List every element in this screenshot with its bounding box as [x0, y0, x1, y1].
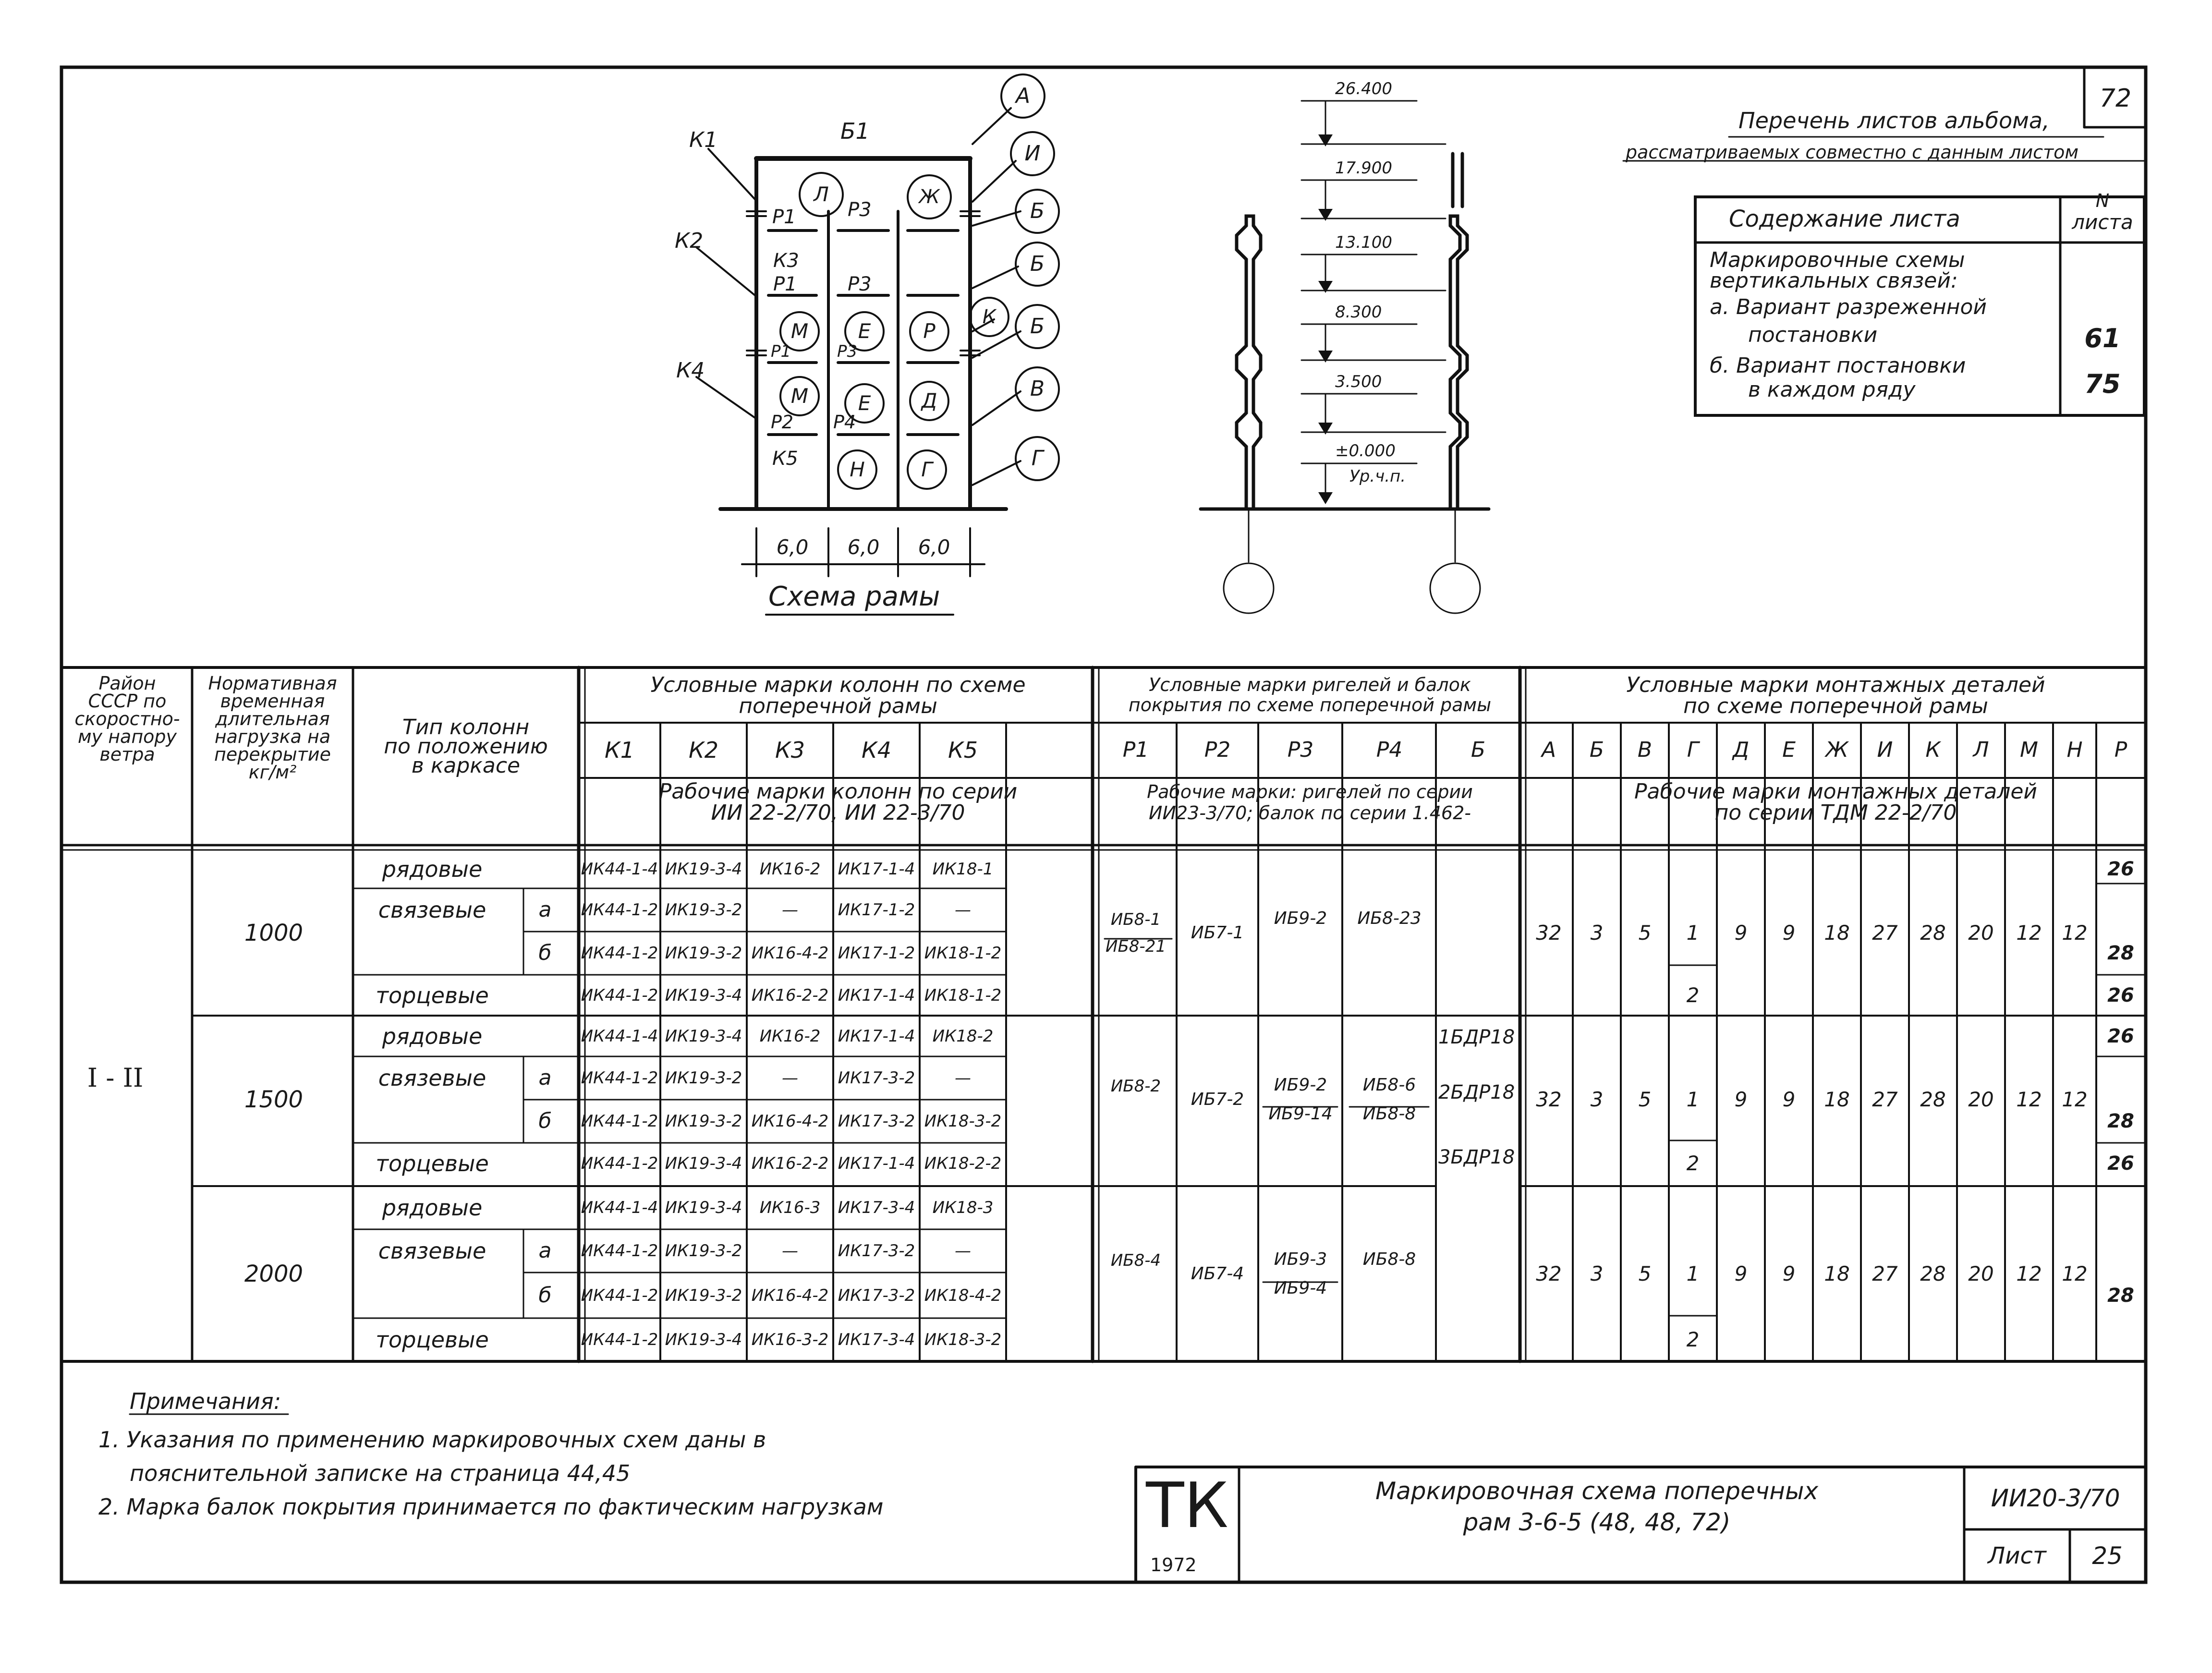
label-b1: Б1 — [840, 118, 870, 144]
col-mark-1-0-3: ИК17-1-4 — [838, 1026, 915, 1046]
col-mark-2-2-4: ИК18-4-2 — [924, 1285, 1002, 1305]
circle-inner-3: Е — [858, 319, 871, 343]
header-det-mark-3: Г — [1687, 738, 1699, 762]
header-rig-work-l0: Рабочие марки: ригелей по серии — [1147, 781, 1473, 802]
det-r-1-2: 28 — [2107, 1110, 2134, 1132]
row-sub-0-1: а — [538, 897, 552, 922]
label-p3c: Р3 — [837, 342, 858, 361]
header-det-work — [1527, 781, 2144, 824]
col-mark-0-1-0: ИК44-1-2 — [581, 900, 658, 920]
row-sub-0-2: б — [538, 941, 552, 965]
header-region-l0: Район — [98, 673, 156, 694]
header-col-mark-1: К2 — [689, 737, 718, 763]
header-det-mark-5: Е — [1782, 738, 1796, 762]
det-0-4: 9 — [1734, 921, 1748, 945]
col-mark-1-1-1: ИК19-3-2 — [665, 1068, 742, 1088]
col-mark-1-1-0: ИК44-1-2 — [581, 1068, 658, 1088]
col-mark-2-2-0: ИК44-1-2 — [581, 1285, 658, 1305]
label-p3a: Р3 — [848, 199, 872, 221]
header-load-l2: длительная — [215, 708, 330, 729]
det-2-8: 28 — [1920, 1261, 1946, 1285]
header-rig-mark-3: Р4 — [1376, 738, 1403, 762]
header-col-mark-3: К4 — [862, 737, 891, 763]
level-5: ±0.000 — [1335, 441, 1396, 461]
rig-p4-top-1: ИБ8-6 — [1362, 1075, 1416, 1095]
det-r-1-0: 26 — [2107, 1025, 2134, 1047]
circle-outer-3: Б — [1030, 252, 1045, 276]
stamp-series: ИИ20-3/70 — [1991, 1484, 2120, 1512]
header-det-mark-10: М — [2020, 738, 2038, 762]
header-det-mark-4: Д — [1732, 738, 1750, 762]
col-mark-2-3-1: ИК19-3-4 — [665, 1330, 742, 1349]
rig-p1-bot-0: ИБ8-21 — [1106, 936, 1166, 956]
notes-title: Примечания: — [130, 1388, 281, 1414]
stamp-year: 1972 — [1150, 1554, 1197, 1576]
det-2-1: 3 — [1590, 1261, 1604, 1285]
col-mark-2-0-4: ИК18-3 — [932, 1198, 994, 1217]
rig-p1-top-1: ИБ8-2 — [1110, 1077, 1161, 1096]
load-2: 2000 — [244, 1260, 304, 1287]
det-2-9: 20 — [1968, 1261, 1994, 1285]
col-mark-1-3-2: ИК16-2-2 — [751, 1153, 829, 1173]
circle-outer-0: А — [1015, 84, 1031, 108]
header-load-l5: кг/м² — [248, 762, 297, 783]
det-r-0-0: 26 — [2107, 858, 2134, 880]
col-mark-2-3-0: ИК44-1-2 — [581, 1330, 658, 1349]
rig-p3-top-2: ИБ9-3 — [1274, 1249, 1327, 1269]
col-mark-2-1-4: — — [955, 1241, 971, 1261]
col-mark-2-3-2: ИК16-3-2 — [751, 1330, 829, 1349]
span-3: 6,0 — [918, 535, 950, 559]
label-k2: К2 — [675, 229, 704, 253]
row-type-1-1: связевые — [378, 1065, 486, 1091]
circle-outer-1: И — [1024, 141, 1041, 166]
circle-inner-4: Р — [923, 319, 936, 343]
col-mark-2-0-3: ИК17-3-4 — [838, 1198, 915, 1217]
circle-outer-4: К — [982, 306, 997, 328]
album-body-2: вертикальных связей: — [1710, 268, 1958, 293]
col-mark-2-2-1: ИК19-3-2 — [665, 1285, 742, 1305]
row-sub-1-1: а — [538, 1066, 552, 1090]
col-mark-0-0-4: ИК18-1 — [932, 860, 994, 879]
col-mark-1-3-0: ИК44-1-2 — [581, 1153, 658, 1173]
det-r-0-3: 26 — [2107, 984, 2134, 1006]
stamp-sheet-label: Лист — [1988, 1542, 2046, 1569]
col-mark-1-1-2: — — [782, 1068, 798, 1088]
row-type-0-0: рядовые — [382, 856, 483, 882]
level-6: Ур.ч.п. — [1349, 467, 1406, 486]
load-0: 1000 — [244, 919, 304, 946]
det-0-0: 32 — [1536, 921, 1562, 945]
det-1-7: 27 — [1872, 1088, 1898, 1111]
col-mark-0-3-2: ИК16-2-2 — [751, 985, 829, 1005]
col-mark-2-0-1: ИК19-3-4 — [665, 1198, 742, 1217]
col-mark-0-0-2: ИК16-2 — [759, 860, 821, 879]
col-mark-2-1-3: ИК17-3-2 — [838, 1241, 915, 1261]
header-rig-cond — [1100, 675, 1520, 715]
circle-outer-5: Б — [1030, 314, 1045, 339]
det-1-4: 9 — [1734, 1088, 1748, 1111]
header-type-l1: по положению — [384, 734, 548, 759]
album-item-a-2: постановки — [1748, 323, 1878, 347]
stamp-title-1: Маркировочная схема поперечных — [1375, 1477, 1819, 1505]
rig-p3-bot-1: ИБ9-14 — [1268, 1104, 1333, 1124]
header-load-l3: нагрузка на — [214, 726, 331, 747]
album-num-b: 75 — [2084, 369, 2121, 399]
det-1-10: 12 — [2016, 1088, 2042, 1111]
col-mark-0-0-3: ИК17-1-4 — [838, 860, 915, 879]
stamp-org: ТК — [1146, 1469, 1228, 1542]
col-mark-1-0-4: ИК18-2 — [932, 1026, 994, 1046]
det-0-5: 9 — [1782, 921, 1796, 945]
rig-p4-top-2: ИБ8-8 — [1362, 1249, 1416, 1269]
level-1: 17.900 — [1335, 158, 1392, 178]
row-type-0-1: связевые — [378, 897, 486, 923]
det-1-1: 3 — [1590, 1088, 1604, 1111]
col-mark-1-3-4: ИК18-2-2 — [924, 1153, 1002, 1173]
level-0: 26.400 — [1335, 79, 1392, 98]
det-2-6: 18 — [1824, 1261, 1850, 1285]
col-mark-2-2-2: ИК16-4-2 — [751, 1285, 829, 1305]
rig-p3-top-0: ИБ9-2 — [1274, 908, 1327, 928]
det-0-1: 3 — [1590, 921, 1604, 945]
beam-2: 3БДР18 — [1438, 1146, 1515, 1168]
header-det-mark-11: Н — [2066, 738, 2083, 762]
album-item-a-1: а. Вариант разреженной — [1710, 295, 1987, 319]
det-1-8: 28 — [1920, 1088, 1946, 1111]
det-0-9: 20 — [1968, 921, 1994, 945]
header-type-l2: в каркасе — [411, 753, 521, 778]
col-mark-2-3-3: ИК17-3-4 — [838, 1330, 915, 1349]
col-mark-0-1-1: ИК19-3-2 — [665, 900, 742, 920]
col-mark-0-2-4: ИК18-1-2 — [924, 944, 1002, 963]
header-rig-work-l1: ИИ23-3/70; балок по серии 1.462- — [1149, 802, 1471, 824]
det-1-11: 12 — [2062, 1088, 2088, 1111]
col-mark-1-2-1: ИК19-3-2 — [665, 1112, 742, 1131]
det-1-3: 1 — [1686, 1088, 1700, 1111]
row-type-2-0: рядовые — [382, 1195, 483, 1221]
album-col-num-b: листа — [2072, 210, 2133, 234]
col-mark-0-0-1: ИК19-3-4 — [665, 860, 742, 879]
header-region-l4: ветра — [99, 744, 155, 765]
col-mark-1-0-2: ИК16-2 — [759, 1026, 821, 1046]
header-col-cond-l0: Условные марки колонн по схеме — [650, 673, 1026, 697]
header-col-cond — [586, 675, 1090, 717]
header-rig-cond-l1: покрытия по схеме поперечной рамы — [1128, 694, 1492, 715]
span-2: 6,0 — [847, 535, 880, 559]
col-mark-0-2-0: ИК44-1-2 — [581, 944, 658, 963]
det-2-0: 32 — [1536, 1261, 1562, 1285]
header-det-cond-l0: Условные марки монтажных деталей — [1626, 673, 2045, 697]
stamp-title-2: рам 3-6-5 (48, 48, 72) — [1463, 1508, 1731, 1536]
header-det-mark-9: Л — [1973, 738, 1989, 762]
det-r-0-2: 28 — [2107, 942, 2134, 964]
header-det-cond — [1527, 675, 2144, 717]
col-mark-2-0-0: ИК44-1-4 — [581, 1198, 658, 1217]
det-2-7: 27 — [1872, 1261, 1898, 1285]
col-mark-0-3-3: ИК17-1-4 — [838, 985, 915, 1005]
label-p3b: Р3 — [848, 273, 872, 295]
header-det-mark-2: В — [1637, 738, 1653, 762]
col-mark-0-1-3: ИК17-1-2 — [838, 900, 915, 920]
col-mark-1-2-3: ИК17-3-2 — [838, 1112, 915, 1131]
note-1b: пояснительной записке на страница 44,45 — [130, 1460, 631, 1486]
det-r-1-3: 26 — [2107, 1152, 2134, 1175]
album-list-subtitle: рассматриваемых совместно с данным листом — [1626, 142, 2079, 163]
col-mark-1-1-4: — — [955, 1068, 971, 1088]
det-0-7: 27 — [1872, 921, 1898, 945]
col-mark-1-2-2: ИК16-4-2 — [751, 1112, 829, 1131]
det-0-2: 5 — [1638, 921, 1652, 945]
col-mark-2-3-4: ИК18-3-2 — [924, 1330, 1002, 1349]
col-mark-0-3-4: ИК18-1-2 — [924, 985, 1002, 1005]
stamp-sheet-no: 25 — [2092, 1542, 2123, 1570]
col-mark-2-1-0: ИК44-1-2 — [581, 1241, 658, 1261]
row-type-2-3: торцевые — [376, 1327, 489, 1353]
span-1: 6,0 — [776, 535, 809, 559]
frame-scheme-caption: Схема рамы — [768, 581, 940, 612]
region-value: I - II — [87, 1063, 144, 1093]
row-type-0-3: торцевые — [376, 982, 489, 1008]
circle-inner-2: М — [790, 319, 809, 343]
det-0-11: 12 — [2062, 921, 2088, 945]
row-type-1-0: рядовые — [382, 1023, 483, 1049]
col-mark-1-2-0: ИК44-1-2 — [581, 1112, 658, 1131]
header-col-work-l1: ИИ 22-2/70, ИИ 22-3/70 — [711, 800, 965, 825]
col-mark-1-3-3: ИК17-1-4 — [838, 1153, 915, 1173]
album-item-b-1: б. Вариант постановки — [1710, 353, 1966, 378]
det-2-3: 1 — [1686, 1261, 1700, 1285]
header-col-cond-l1: поперечной рамы — [739, 694, 937, 718]
col-mark-0-3-0: ИК44-1-2 — [581, 985, 658, 1005]
det-0-10: 12 — [2016, 921, 2042, 945]
rig-p2-2: ИБ7-4 — [1191, 1263, 1244, 1284]
col-mark-0-2-2: ИК16-4-2 — [751, 944, 829, 963]
circle-inner-6: Е — [858, 391, 871, 415]
det-1-5: 9 — [1782, 1088, 1796, 1111]
circle-inner-5: М — [790, 384, 809, 408]
rig-p2-0: ИБ7-1 — [1191, 922, 1244, 943]
col-mark-0-3-1: ИК19-3-4 — [665, 985, 742, 1005]
circle-inner-1: Ж — [919, 186, 940, 208]
album-col-content: Содержание листа — [1729, 206, 1960, 232]
rig-p4-bot-1: ИБ8-8 — [1362, 1104, 1416, 1124]
circle-outer-7: Г — [1031, 446, 1044, 471]
row-type-2-1: связевые — [378, 1238, 486, 1264]
col-mark-0-0-0: ИК44-1-4 — [581, 860, 658, 879]
note-1a: 1. Указания по применению маркировочных схем даны в — [98, 1427, 766, 1453]
det-1-9: 20 — [1968, 1088, 1994, 1111]
det-0-3: 1 — [1686, 921, 1700, 945]
col-mark-1-0-0: ИК44-1-4 — [581, 1026, 658, 1046]
circle-inner-0: Л — [814, 182, 829, 206]
row-sub-2-1: а — [538, 1238, 552, 1263]
header-det-mark-12: Р — [2114, 738, 2127, 762]
col-mark-1-3-1: ИК19-3-4 — [665, 1153, 742, 1173]
row-sub-1-2: б — [538, 1109, 552, 1133]
row-type-1-3: торцевые — [376, 1150, 489, 1176]
load-1: 1500 — [244, 1086, 304, 1113]
header-type-l0: Тип колонн — [402, 715, 530, 740]
label-p2: Р2 — [771, 412, 794, 433]
col-mark-0-1-2: — — [782, 900, 798, 920]
col-mark-2-1-2: — — [782, 1241, 798, 1261]
header-region-l1: СССР по — [88, 691, 167, 712]
header-det-work-l1: по серии ТДМ 22-2/70 — [1714, 800, 1957, 825]
rig-p3-top-1: ИБ9-2 — [1274, 1075, 1327, 1095]
header-rig-mark-1: Р2 — [1204, 738, 1231, 762]
det-0-8: 28 — [1920, 921, 1946, 945]
album-body-1: Маркировочные схемы — [1710, 248, 1965, 272]
album-num-a: 61 — [2084, 323, 2121, 353]
header-rig-mark-2: Р3 — [1287, 738, 1314, 762]
circle-inner-9: Г — [921, 458, 933, 481]
header-type — [355, 715, 576, 778]
header-rig-mark-4: Б — [1471, 738, 1486, 762]
rig-p2-1: ИБ7-2 — [1191, 1090, 1244, 1109]
header-region — [67, 675, 187, 764]
col-mark-0-2-1: ИК19-3-2 — [665, 944, 742, 963]
label-k5: К5 — [772, 448, 798, 470]
header-col-mark-0: К1 — [605, 737, 634, 763]
row-sub-2-2: б — [538, 1283, 552, 1308]
col-mark-2-0-2: ИК16-3 — [759, 1198, 821, 1217]
header-load-l4: перекрытие — [214, 744, 331, 765]
rig-p1-top-0: ИБ8-1 — [1110, 909, 1161, 929]
header-det-work-l0: Рабочие марки монтажных деталей — [1634, 779, 2037, 804]
col-mark-2-1-1: ИК19-3-2 — [665, 1241, 742, 1261]
circle-outer-2: Б — [1030, 199, 1045, 223]
circle-inner-7: Д — [921, 389, 937, 412]
header-det-mark-7: И — [1877, 738, 1893, 762]
col-mark-1-2-4: ИК18-3-2 — [924, 1112, 1002, 1131]
header-region-l2: скоростно- — [74, 708, 180, 729]
header-col-work-l0: Рабочие марки колонн по серии — [658, 779, 1018, 804]
header-col-work — [586, 781, 1090, 824]
header-load-l1: временная — [220, 691, 325, 712]
circle-inner-8: Н — [850, 458, 865, 481]
col-mark-0-1-4: — — [955, 900, 971, 920]
det-g2-0: 2 — [1686, 983, 1700, 1007]
det-g2-2: 2 — [1686, 1328, 1700, 1351]
det-1-0: 32 — [1536, 1088, 1562, 1111]
note-2: 2. Марка балок покрытия принимается по фактическим нагрузкам — [98, 1494, 884, 1520]
label-p1c: Р1 — [771, 342, 791, 361]
level-2: 13.100 — [1335, 233, 1392, 252]
det-r-2-2: 28 — [2107, 1284, 2134, 1307]
header-det-mark-0: А — [1541, 738, 1556, 762]
header-det-mark-8: К — [1925, 738, 1941, 762]
level-4: 3.500 — [1335, 372, 1382, 391]
header-det-mark-6: Ж — [1825, 738, 1848, 762]
label-p1b: Р1 — [773, 273, 797, 295]
det-2-4: 9 — [1734, 1261, 1748, 1285]
header-load — [194, 675, 351, 781]
header-col-mark-4: К5 — [948, 737, 978, 763]
det-2-10: 12 — [2016, 1261, 2042, 1285]
det-0-6: 18 — [1824, 921, 1850, 945]
det-1-6: 18 — [1824, 1088, 1850, 1111]
header-rig-work — [1100, 781, 1520, 824]
label-k1: К1 — [689, 128, 718, 152]
label-k4: К4 — [676, 358, 705, 383]
label-k3: К3 — [773, 250, 799, 272]
det-1-2: 5 — [1638, 1088, 1652, 1111]
label-p1a: Р1 — [772, 206, 796, 228]
det-g2-1: 2 — [1686, 1151, 1700, 1175]
det-2-11: 12 — [2062, 1261, 2088, 1285]
col-mark-2-2-3: ИК17-3-2 — [838, 1285, 915, 1305]
col-mark-1-0-1: ИК19-3-4 — [665, 1026, 742, 1046]
header-rig-cond-l0: Условные марки ригелей и балок — [1149, 674, 1471, 695]
sheet-corner-number: 72 — [2099, 84, 2132, 113]
header-load-l0: Нормативная — [208, 673, 337, 694]
rig-p1-top-2: ИБ8-4 — [1110, 1250, 1161, 1270]
header-rig-mark-0: Р1 — [1122, 738, 1149, 762]
col-mark-0-2-3: ИК17-1-2 — [838, 944, 915, 963]
det-2-5: 9 — [1782, 1261, 1796, 1285]
header-region-l3: му напору — [77, 726, 177, 747]
col-mark-1-1-3: ИК17-3-2 — [838, 1068, 915, 1088]
header-det-mark-1: Б — [1589, 738, 1604, 762]
beam-0: 1БДР18 — [1438, 1026, 1515, 1048]
header-det-cond-l1: по схеме поперечной рамы — [1683, 694, 1988, 718]
level-3: 8.300 — [1335, 303, 1382, 322]
det-2-2: 5 — [1638, 1261, 1652, 1285]
album-col-num-a: N — [2095, 190, 2110, 211]
album-item-b-2: в каждом ряду — [1748, 377, 1916, 402]
label-p4: Р4 — [833, 412, 856, 433]
circle-outer-6: В — [1030, 376, 1045, 401]
rig-p3-bot-2: ИБ9-4 — [1274, 1278, 1327, 1298]
beam-1: 2БДР18 — [1438, 1081, 1515, 1103]
album-list-title: Перечень листов альбома, — [1738, 108, 2050, 133]
header-col-mark-2: К3 — [775, 737, 805, 763]
rig-p4-top-0: ИБ8-23 — [1357, 908, 1422, 928]
